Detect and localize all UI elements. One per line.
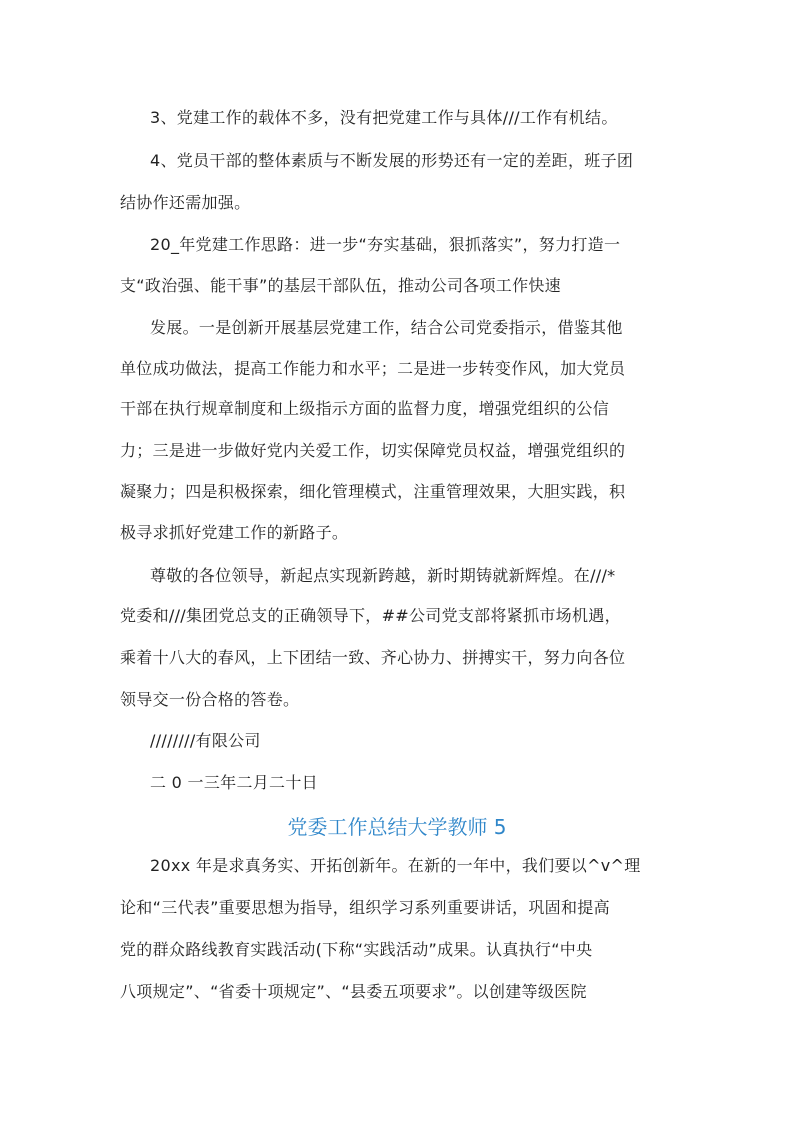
- paragraph-line: 20_年党建工作思路：进一步“夯实基础，狠抓落实”，努力打造一: [150, 235, 621, 254]
- paragraph-line: 极寻求抓好党建工作的新路子。: [120, 523, 349, 542]
- paragraph-line: 党的群众路线教育实践活动(下称“实践活动”成果。认真执行“中央: [120, 940, 593, 959]
- paragraph-line: 力；三是进一步做好党内关爱工作，切实保障党员权益，增强党组织的: [120, 441, 626, 460]
- paragraph-line: 结协作还需加强。: [120, 193, 251, 212]
- paragraph-line: 支“政治强、能干事”的基层干部队伍，推动公司各项工作快速: [120, 276, 561, 295]
- paragraph-line: 20xx 年是求真务实、开拓创新年。在新的一年中，我们要以^v^理: [150, 856, 641, 875]
- paragraph-line: 发展。一是创新开展基层党建工作，结合公司党委指示，借鉴其他: [150, 318, 623, 337]
- paragraph-line: 4、党员干部的整体素质与不断发展的形势还有一定的差距，班子团: [150, 151, 634, 170]
- paragraph-line: 乘着十八大的春风，上下团结一致、齐心协力、拼搏实干，努力向各位: [120, 648, 626, 667]
- paragraph-line: 党委和///集团党总支的正确领导下，##公司党支部将紧抓市场机遇，: [120, 606, 621, 625]
- paragraph-line: 单位成功做法，提高工作能力和水平；二是进一步转变作风，加大党员: [120, 359, 626, 378]
- paragraph-line: 凝聚力；四是积极探索，细化管理模式，注重管理效果，大胆实践，积: [120, 482, 626, 501]
- paragraph-line: 尊敬的各位领导，新起点实现新跨越，新时期铸就新辉煌。在///*: [150, 566, 616, 585]
- signature-date: 二 0 一三年二月二十日: [150, 773, 318, 792]
- paragraph-line: 干部在执行规章制度和上级指示方面的监督力度，增强党组织的公信: [120, 399, 610, 418]
- paragraph-line: 领导交一份合格的答卷。: [120, 690, 300, 709]
- section-heading: 党委工作总结大学教师 5: [287, 815, 507, 839]
- paragraph-line: 八项规定”、“省委十项规定”、“县委五项要求”。以创建等级医院: [120, 982, 587, 1001]
- company-signature: ////////有限公司: [150, 731, 261, 750]
- paragraph-line: 论和“三代表”重要思想为指导，组织学习系列重要讲话，巩固和提高: [120, 898, 610, 917]
- paragraph-line: 3、党建工作的载体不多，没有把党建工作与具体///工作有机结。: [150, 108, 618, 127]
